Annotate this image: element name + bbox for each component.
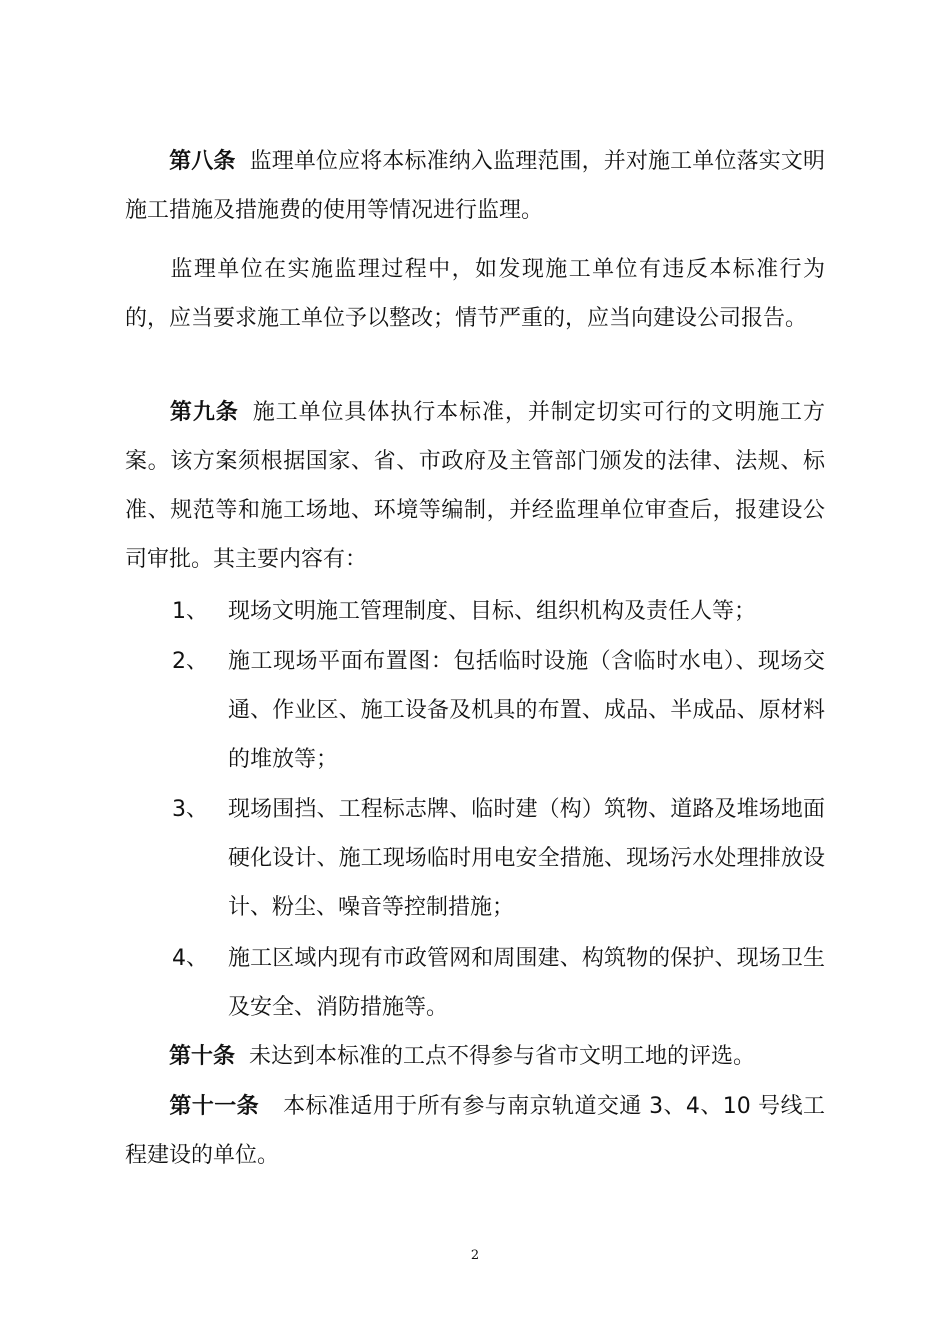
article-9-title: 第九条 [169, 400, 239, 425]
article-11-title: 第十一条 [169, 1094, 260, 1119]
article-8-text: 监理单位应将本标准纳入监理范围，并对施工单位落实文明施工措施及措施费的使用等情况进行监理。 [125, 149, 825, 223]
page-number: 2 [470, 1248, 480, 1263]
article-11-paragraph [125, 1082, 825, 1180]
list-item [125, 587, 825, 636]
list-item [125, 934, 825, 1032]
list-item-number: 1、 [172, 599, 208, 624]
article-9-text: 施工单位具体执行本标准，并制定切实可行的文明施工方案。该方案须根据国家、省、市政府及主管部门颁发的法律、法规、标准、规范等和施工场地、环境等编制，并经监理单位审查后，报建设公司审批。其主要内容有： [125, 400, 825, 572]
article-8-paragraph-2 [125, 245, 825, 343]
article-10-paragraph [125, 1032, 825, 1081]
article-8-text-2: 监理单位在实施监理过程中，如发现施工单位有违反本标准行为的，应当要求施工单位予以整改；情节严重的，应当向建设公司报告。 [125, 257, 825, 331]
article-10-title: 第十条 [169, 1044, 236, 1069]
list-item-text: 施工现场平面布置图：包括临时设施（含临时水电）、现场交通、作业区、施工设备及机具的布置、成品、半成品、原材料的堆放等； [228, 649, 825, 772]
list-item-number: 2、 [172, 649, 208, 674]
article-8-paragraph [125, 137, 825, 235]
list-item [125, 785, 825, 932]
article-11-text: 本标准适用于所有参与南京轨道交通 3、4、10 号线工程建设的单位。 [125, 1094, 825, 1168]
list-item [125, 637, 825, 784]
list-item-text: 施工区域内现有市政管网和周围建、构筑物的保护、现场卫生及安全、消防措施等。 [228, 946, 825, 1020]
article-10-text: 未达到本标准的工点不得参与省市文明工地的评选。 [249, 1044, 756, 1069]
list-item-text: 现场围挡、工程标志牌、临时建（构）筑物、道路及堆场地面硬化设计、施工现场临时用电安全措施、现场污水处理排放设计、粉尘、噪音等控制措施； [228, 797, 825, 920]
list-item-number: 4、 [172, 946, 208, 971]
list-item-text: 现场文明施工管理制度、目标、组织机构及责任人等； [228, 599, 757, 624]
article-8-title: 第八条 [169, 149, 236, 174]
list-item-number: 3、 [172, 797, 208, 822]
article-9-paragraph [125, 388, 825, 584]
